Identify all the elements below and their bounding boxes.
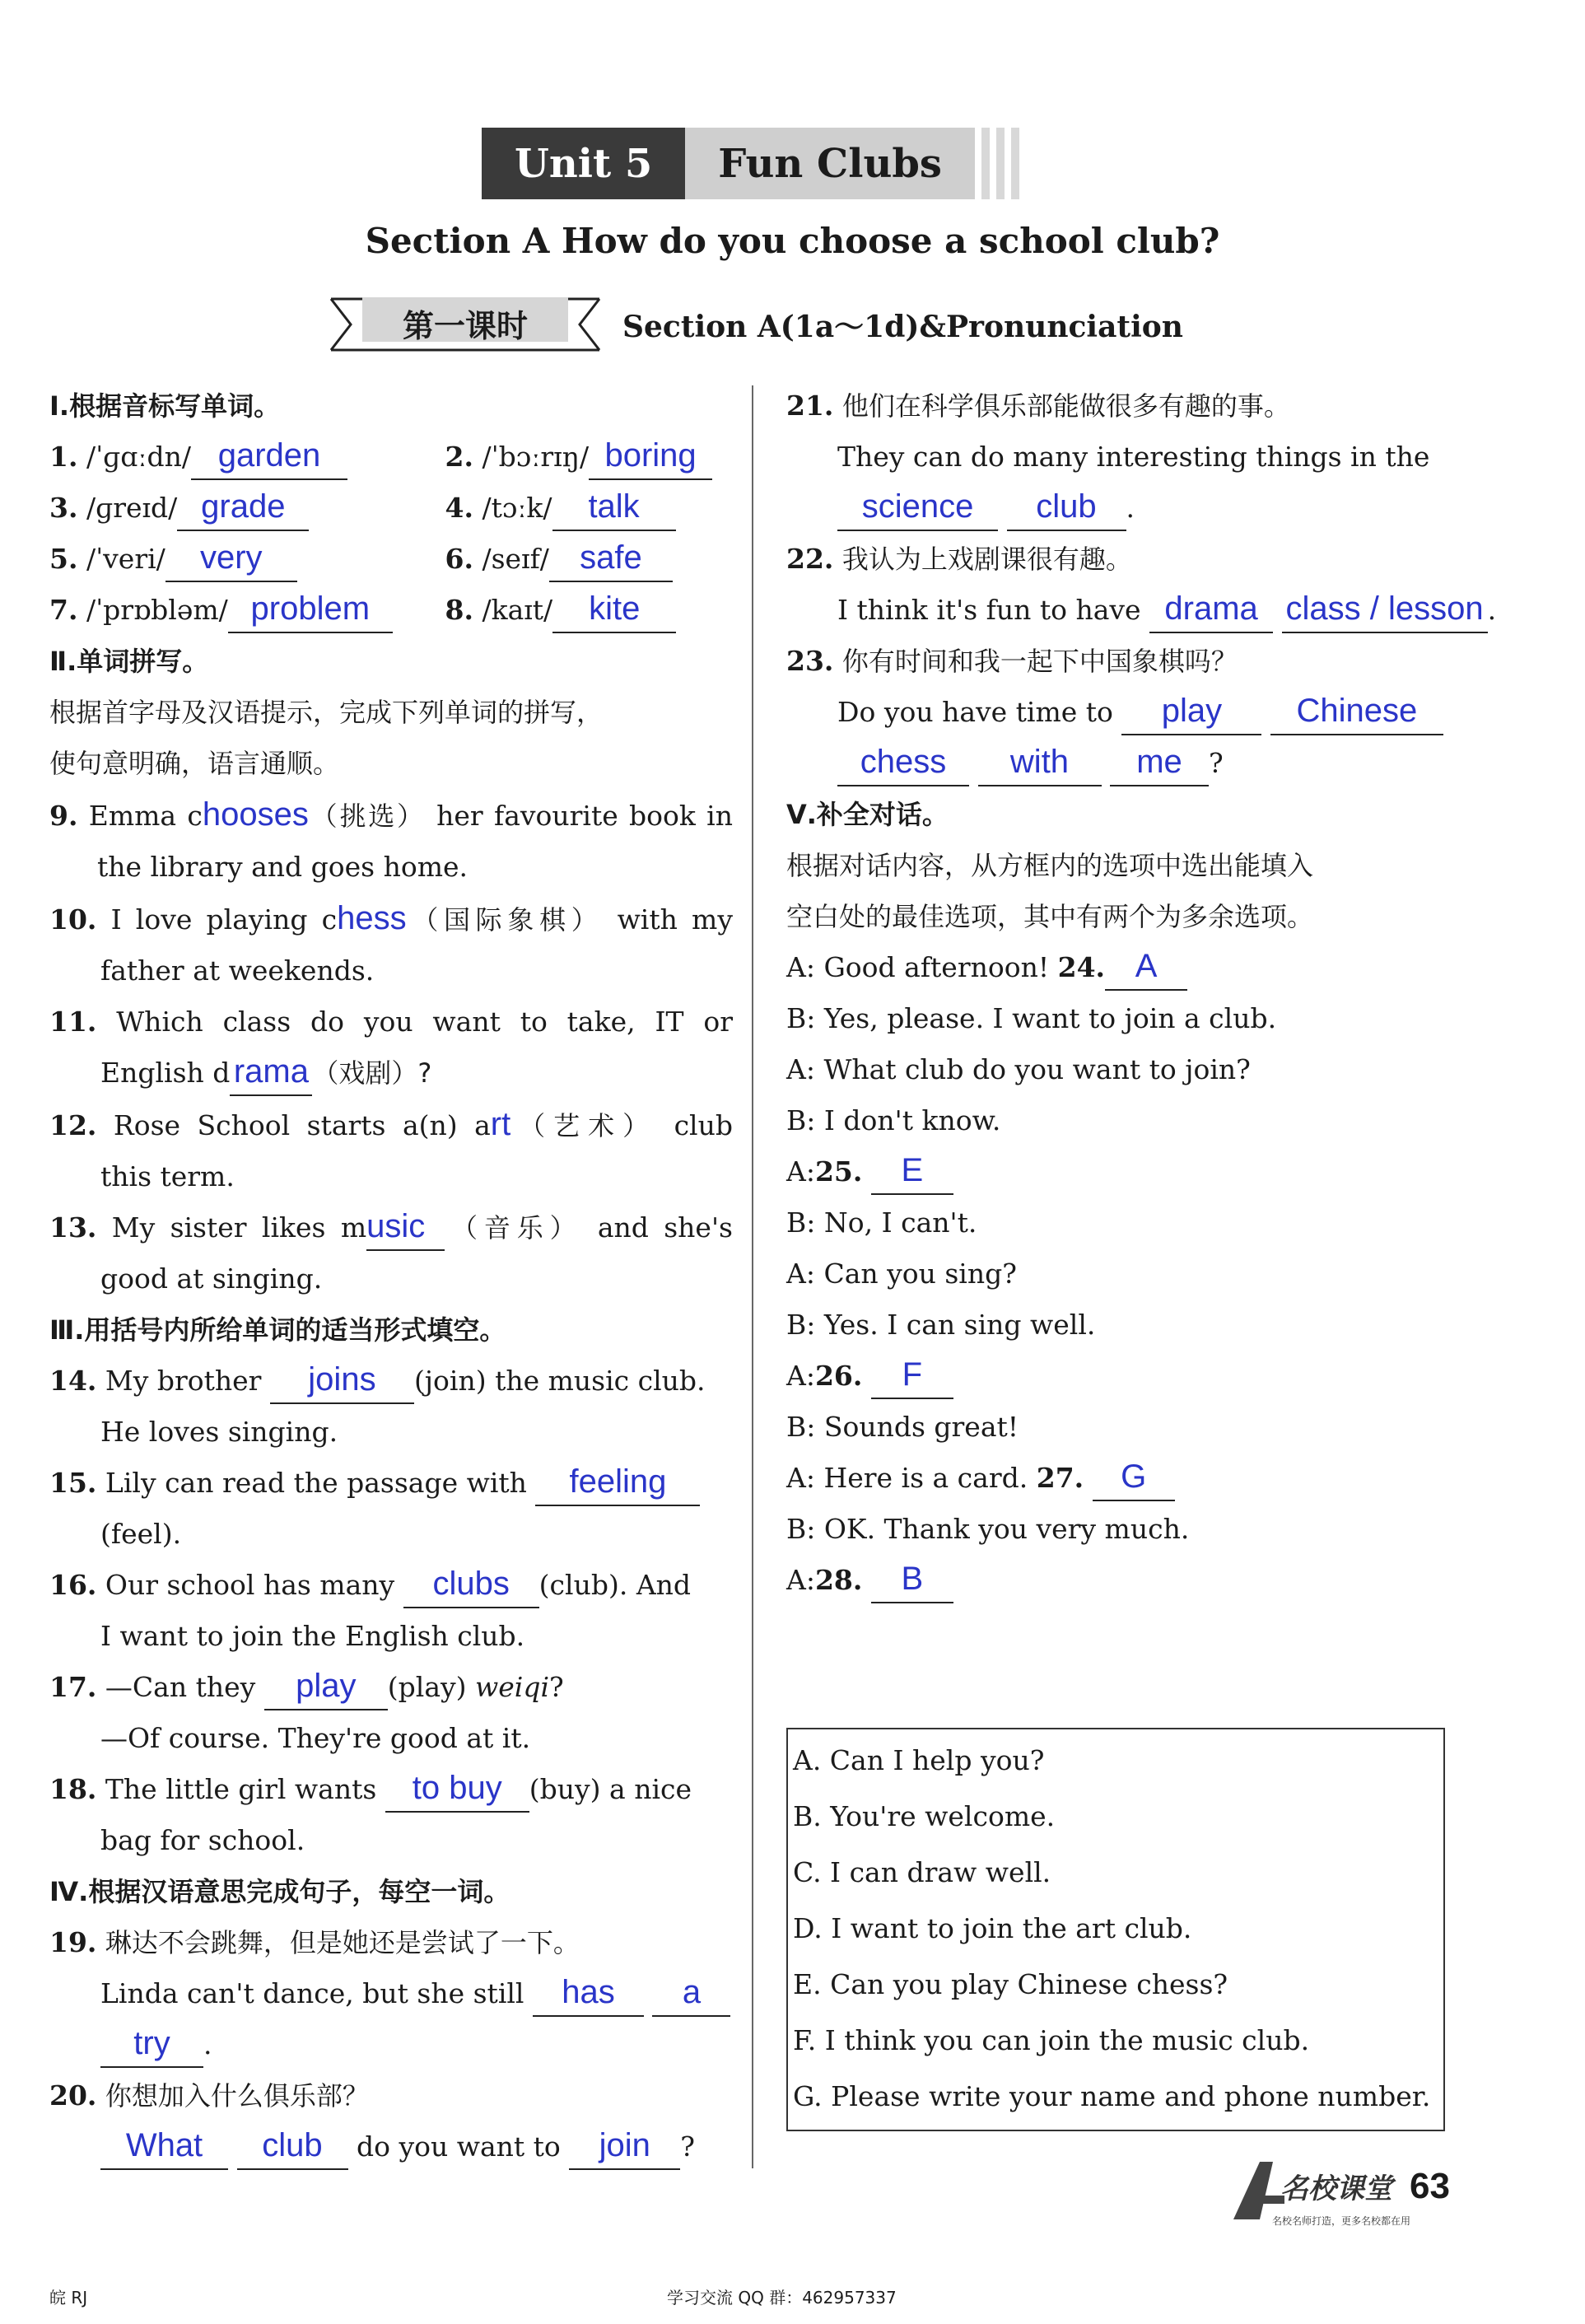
question-20: 20. 你想加入什么俱乐部？ xyxy=(49,2079,369,2112)
q4-number: 4. xyxy=(445,492,473,524)
dialog-line: B: I don't know. xyxy=(786,1104,1001,1136)
q23-answer-5: me xyxy=(1136,744,1182,780)
question-16-cont: I want to join the English club. xyxy=(100,1620,525,1652)
q2-number: 2. xyxy=(445,441,473,473)
q19-answer-3: try xyxy=(133,2025,170,2061)
page-number: 63 xyxy=(1410,2166,1450,2206)
option-item: C. I can draw well. xyxy=(793,1856,1051,1888)
q11-answer: rama xyxy=(233,1053,309,1090)
q20-answer-3: join xyxy=(599,2127,650,2163)
q8-answer: kite xyxy=(589,590,641,627)
q7-number: 7. xyxy=(49,594,78,626)
q22-answer-1: drama xyxy=(1164,590,1258,627)
q23-answer-4: with xyxy=(1009,744,1070,780)
dialog-line: A: Good afternoon! 24. A xyxy=(786,942,1503,993)
q6-phonetic: /seɪf/ xyxy=(482,543,549,575)
q18-answer: to buy xyxy=(412,1770,502,1806)
q7-phonetic: /ˈprɒbləm/ xyxy=(86,594,228,626)
question-12: 12. Rose School starts a(n) art（艺术） club xyxy=(49,1106,733,1142)
question-13-cont: good at singing. xyxy=(100,1262,323,1295)
option-item: G. Please write your name and phone number. xyxy=(793,2080,1431,2112)
unit-label: Unit 5 xyxy=(482,128,685,199)
question-11: 11. Which class do you want to take, IT or xyxy=(49,1006,733,1038)
dialog-line: A:28. B xyxy=(786,1555,1503,1606)
q8-phonetic: /kaɪt/ xyxy=(482,594,553,626)
q19-answer-2: a xyxy=(682,1974,702,2010)
dialog-line: A:25. E xyxy=(786,1146,1503,1197)
q1-number: 1. xyxy=(49,441,78,473)
dialog-line: B: No, I can't. xyxy=(786,1206,977,1239)
q21-answer-2: club xyxy=(1036,488,1097,525)
part5-instruction: 空白处的最佳选项，其中有两个为多余选项。 xyxy=(786,901,1314,932)
dialog-line: B: Yes, please. I want to join a club. xyxy=(786,1002,1277,1034)
q1-phonetic: /ˈɡɑːdn/ xyxy=(86,441,192,473)
q16-answer: clubs xyxy=(432,1566,510,1602)
phonetic-row xyxy=(49,483,733,534)
q27-answer: G xyxy=(1121,1458,1147,1495)
q21-answer-1: science xyxy=(861,488,974,525)
q20-answer-2: club xyxy=(262,2127,323,2163)
question-21-cont: science club . xyxy=(786,483,1503,534)
question-13: 13. My sister likes music （音乐） and she's xyxy=(49,1202,733,1253)
left-column xyxy=(49,380,733,2172)
question-22: 22. 我认为上戏剧课很有趣。 xyxy=(786,543,1132,575)
dialog-line: B: Sounds great! xyxy=(786,1411,1019,1443)
footer-qq-group: 学习交流 QQ 群：462957337 xyxy=(667,2288,897,2308)
question-19-sentence: Linda can't dance, but she still has a xyxy=(49,1968,733,2019)
q17-answer: play xyxy=(296,1668,357,1704)
question-9-cont: the library and goes home. xyxy=(97,851,469,883)
dialog-line: B: OK. Thank you very much. xyxy=(786,1513,1190,1545)
question-12-cont: this term. xyxy=(100,1160,235,1192)
q24-answer: A xyxy=(1135,948,1158,984)
lesson-text: Section A(1a～1d)&Pronunciation xyxy=(622,309,1183,344)
option-item: F. I think you can join the music club. xyxy=(793,2024,1310,2056)
question-20-sentence: What club do you want to join ? xyxy=(49,2121,733,2172)
dialog-line: A:26. F xyxy=(786,1351,1503,1402)
part2-instruction: 使句意明确，语言通顺。 xyxy=(49,748,340,779)
part4-heading: Ⅳ.根据汉语意思完成句子，每空一词。 xyxy=(49,1876,510,1907)
option-item: E. Can you play Chinese chess? xyxy=(793,1968,1228,2000)
part2-heading: Ⅱ.单词拼写。 xyxy=(49,646,209,677)
publisher-logo-text: 名校课堂 xyxy=(1280,2172,1392,2205)
phonetic-row xyxy=(49,432,733,483)
publisher-logo-subtext: 名校名师打造，更多名校都在用 xyxy=(1272,2215,1411,2227)
q3-phonetic: /ɡreɪd/ xyxy=(86,492,178,524)
unit-name: Fun Clubs xyxy=(685,128,975,199)
question-17: 17. —Can they play (play) weiqi? xyxy=(49,1662,733,1713)
question-18: 18. The little girl wants to buy (buy) a nice xyxy=(49,1764,733,1815)
q6-answer: safe xyxy=(580,539,642,576)
footer-edition: 皖 RJ xyxy=(49,2288,88,2308)
lesson-badge-text: 第一课时 xyxy=(402,308,528,344)
option-item: A. Can I help you? xyxy=(793,1744,1045,1776)
dialog-line: A: Can you sing? xyxy=(786,1258,1017,1290)
q3-number: 3. xyxy=(49,492,78,524)
question-19: 19. 琳达不会跳舞，但是她还是尝试了一下。 xyxy=(49,1926,580,1958)
part3-heading: Ⅲ.用括号内所给单词的适当形式填空。 xyxy=(49,1314,506,1346)
q3-answer: grade xyxy=(201,488,286,525)
phonetic-row xyxy=(49,534,733,585)
q12-answer: rt xyxy=(490,1106,511,1142)
right-column xyxy=(786,380,1503,1606)
question-21-sentence: They can do many interesting things in the xyxy=(837,441,1430,473)
question-10: 10. I love playing chess（国际象棋） with my xyxy=(49,900,733,936)
question-15-cont: (feel). xyxy=(100,1518,182,1550)
q20-answer-1: What xyxy=(125,2127,203,2163)
lesson-badge xyxy=(329,292,601,357)
q7-answer: problem xyxy=(250,590,371,627)
q4-answer: talk xyxy=(588,488,640,525)
question-15: 15. Lily can read the passage with feeling xyxy=(49,1458,733,1509)
question-10-cont: father at weekends. xyxy=(100,954,375,987)
part2-instruction: 根据首字母及汉语提示，完成下列单词的拼写， xyxy=(49,697,604,728)
q26-answer: F xyxy=(902,1356,923,1393)
q5-number: 5. xyxy=(49,543,78,575)
q22-answer-2: class / lesson xyxy=(1285,590,1484,627)
options-box xyxy=(786,1728,1445,2131)
q23-answer-2: Chinese xyxy=(1296,693,1418,729)
section-title: Section A How do you choose a school club? xyxy=(365,221,1220,261)
question-14: 14. My brother joins (join) the music club. xyxy=(49,1356,733,1407)
q2-answer: boring xyxy=(604,437,697,474)
q10-answer: hess xyxy=(337,900,407,936)
question-23-sentence: Do you have time to play Chinese xyxy=(786,687,1503,738)
phonetic-row xyxy=(49,585,733,636)
part5-instruction: 根据对话内容，从方框内的选项中选出能填入 xyxy=(786,850,1314,881)
question-16: 16. Our school has many clubs (club). And xyxy=(49,1560,733,1611)
unit-title-banner xyxy=(482,128,1019,199)
lesson-header xyxy=(329,292,1183,357)
q5-phonetic: /ˈveri/ xyxy=(86,543,165,575)
question-19-cont: try . xyxy=(49,2019,733,2070)
q13-answer: usic xyxy=(366,1208,426,1244)
question-14-cont: He loves singing. xyxy=(100,1416,338,1448)
q23-answer-1: play xyxy=(1161,693,1223,729)
question-9: 9. Emma chooses（挑选） her favourite book in xyxy=(49,796,733,833)
q19-answer-1: has xyxy=(562,1974,615,2010)
q23-answer-3: chess xyxy=(860,744,947,780)
q6-number: 6. xyxy=(445,543,473,575)
question-23-cont: chess with me ? xyxy=(786,738,1503,789)
question-11-cont: English d rama （戏剧）? xyxy=(49,1048,733,1099)
q9-answer: hooses xyxy=(202,796,309,833)
dialog-line: A: What club do you want to join? xyxy=(786,1053,1251,1085)
dialog-line: A: Here is a card. 27. G xyxy=(786,1453,1503,1504)
column-divider xyxy=(752,385,753,2168)
question-17-cont: —Of course. They're good at it. xyxy=(100,1722,531,1754)
q5-answer: very xyxy=(199,539,263,576)
question-21: 21. 他们在科学俱乐部能做很多有趣的事。 xyxy=(786,390,1290,422)
q8-number: 8. xyxy=(445,594,473,626)
q14-answer: joins xyxy=(308,1361,376,1398)
option-item: D. I want to join the art club. xyxy=(793,1912,1192,1944)
q1-answer: garden xyxy=(217,437,321,474)
part1-heading: Ⅰ.根据音标写单词。 xyxy=(49,390,281,422)
q4-phonetic: /tɔːk/ xyxy=(482,492,552,524)
dialog-line: B: Yes. I can sing well. xyxy=(786,1309,1096,1341)
question-23: 23. 你有时间和我一起下中国象棋吗？ xyxy=(786,645,1238,677)
q28-answer: B xyxy=(901,1561,924,1597)
q15-answer: feeling xyxy=(569,1463,667,1500)
question-22-sentence: I think it's fun to have drama class / lesson . xyxy=(786,585,1503,636)
banner-stripes xyxy=(975,128,1019,199)
q2-phonetic: /ˈbɔːrɪŋ/ xyxy=(482,441,590,473)
question-18-cont: bag for school. xyxy=(100,1824,305,1856)
q25-answer: E xyxy=(901,1152,924,1188)
option-item: B. You're welcome. xyxy=(793,1800,1056,1832)
part5-heading: Ⅴ.补全对话。 xyxy=(786,799,949,830)
